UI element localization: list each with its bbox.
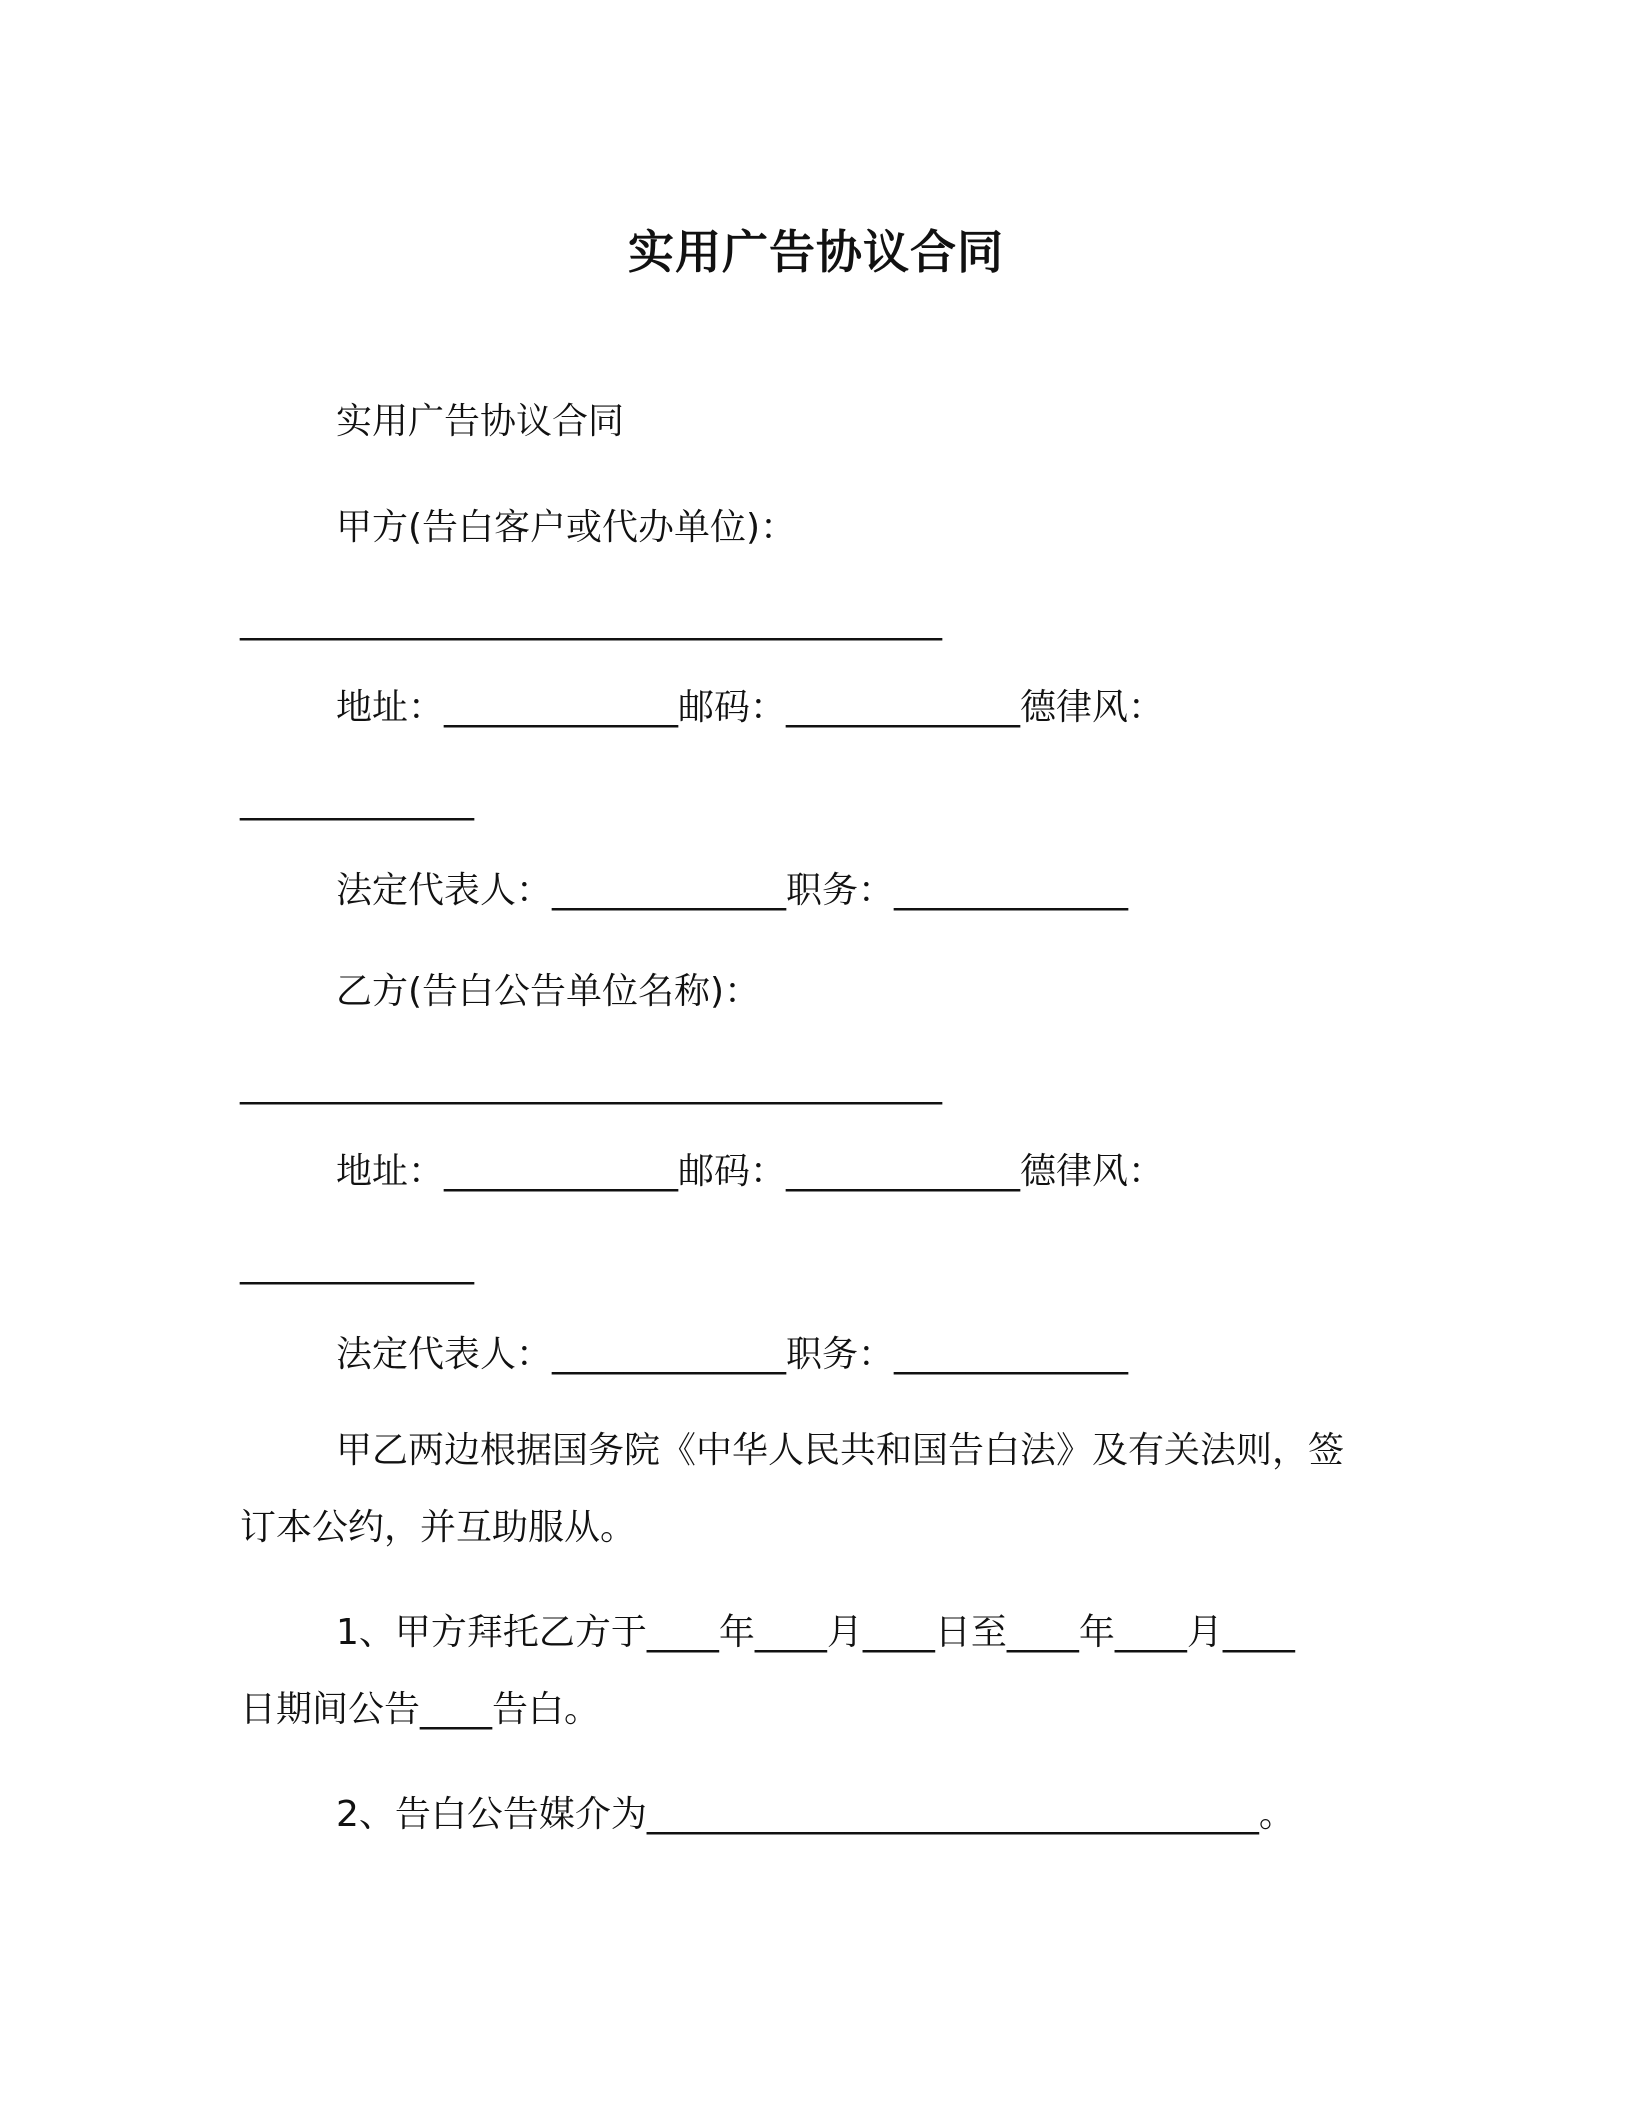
party-a-representative: 法定代表人：_____________职务：_____________ bbox=[336, 870, 1129, 911]
document-title: 实用广告协议合同 bbox=[628, 225, 1004, 279]
party-b-label: 乙方(告白公告单位名称)： bbox=[336, 971, 761, 1012]
party-b-address-line: 地址：_____________邮码：_____________德律风： bbox=[336, 1151, 1165, 1192]
subtitle-line: 实用广告协议合同 bbox=[336, 401, 625, 442]
party-b-representative: 法定代表人：_____________职务：_____________ bbox=[336, 1334, 1129, 1375]
party-a-label: 甲方(告白客户或代办单位)： bbox=[336, 507, 797, 548]
party-a-name-blank: _______________________________________ bbox=[240, 600, 942, 641]
party-b-name-blank: _______________________________________ bbox=[240, 1064, 942, 1105]
preamble-line-2: 订本公约，并互助服从。 bbox=[240, 1507, 637, 1548]
clause-1-line-1: 1、甲方拜托乙方于____年____月____日至____年____月____ bbox=[336, 1612, 1295, 1653]
party-b-phone-blank: _____________ bbox=[240, 1244, 474, 1285]
party-a-address-line: 地址：_____________邮码：_____________德律风： bbox=[336, 687, 1165, 728]
party-a-phone-blank: _____________ bbox=[240, 780, 474, 821]
clause-1-line-2: 日期间公告____告白。 bbox=[240, 1689, 601, 1730]
preamble-line-1: 甲乙两边根据国务院《中华人民共和国告白法》及有关法则，签 bbox=[336, 1430, 1345, 1471]
clause-2-line: 2、告白公告媒介为__________________________________。 bbox=[336, 1794, 1295, 1835]
